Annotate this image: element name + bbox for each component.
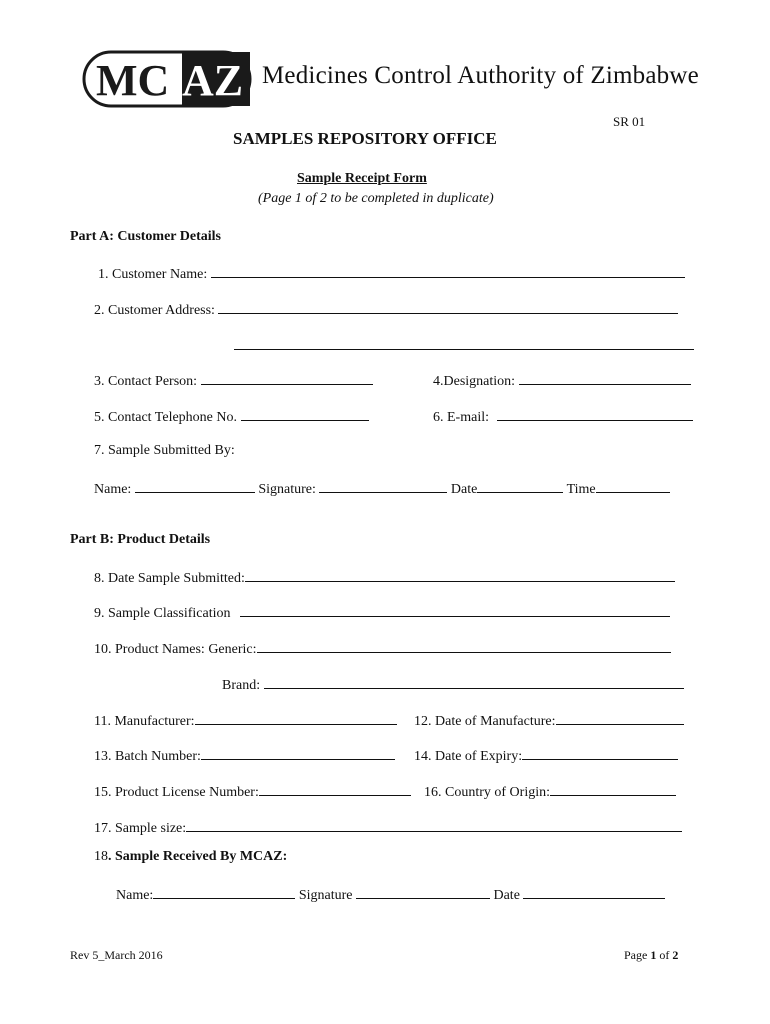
line-date-of-manufacture[interactable] xyxy=(556,711,684,725)
line-contact-telephone[interactable] xyxy=(241,407,369,421)
label-designation: 4.Designation: xyxy=(433,374,516,389)
footer-page-current: 1 xyxy=(650,948,657,962)
line-customer-address-2[interactable] xyxy=(234,336,694,350)
field-submitter-row[interactable] xyxy=(94,479,670,498)
field-product-generic[interactable] xyxy=(94,639,671,658)
form-code: SR 01 xyxy=(613,114,646,129)
label-date-of-manufacture: 12. Date of Manufacture: xyxy=(414,714,556,729)
field-date-sample-submitted[interactable] xyxy=(94,568,675,587)
label-contact-person: 3. Contact Person: xyxy=(94,374,198,389)
field-product-license-number[interactable] xyxy=(94,782,411,801)
line-designation[interactable] xyxy=(519,371,691,385)
label-batch-number: 13. Batch Number: xyxy=(94,749,201,764)
label-submitter-time: Time xyxy=(566,482,596,497)
label-received-by: . Sample Received By MCAZ: xyxy=(108,849,288,864)
label-country-of-origin: 16. Country of Origin: xyxy=(424,785,550,800)
footer-page-of: of xyxy=(656,948,673,962)
mcaz-logo xyxy=(82,50,252,108)
label-submitter-date: Date xyxy=(450,482,478,497)
field-customer-name[interactable] xyxy=(98,264,685,283)
line-manufacturer[interactable] xyxy=(195,711,397,725)
field-date-of-expiry[interactable] xyxy=(414,746,678,765)
label-brand: Brand: xyxy=(222,678,261,693)
field-sample-classification[interactable] xyxy=(94,603,670,622)
footer-page-prefix: Page xyxy=(624,948,651,962)
field-contact-person[interactable] xyxy=(94,371,373,390)
field-email[interactable] xyxy=(433,407,693,426)
line-receiver-signature[interactable] xyxy=(356,885,490,899)
line-batch-number[interactable] xyxy=(201,746,395,760)
line-country-of-origin[interactable] xyxy=(550,782,676,796)
field-date-of-manufacture[interactable] xyxy=(414,711,684,730)
label-receiver-date: Date xyxy=(493,888,520,903)
label-receiver-signature: Signature xyxy=(298,888,353,903)
label-email: 6. E-mail: xyxy=(433,410,489,425)
field-customer-address[interactable] xyxy=(94,300,678,319)
footer-page-number xyxy=(624,948,678,963)
label-received-num: 18 xyxy=(94,849,108,864)
label-manufacturer: 11. Manufacturer: xyxy=(94,714,195,729)
line-product-generic[interactable] xyxy=(257,639,671,653)
label-customer-address: 2. Customer Address: xyxy=(94,303,215,318)
label-sample-received-by xyxy=(94,849,287,865)
label-customer-name: 1. Customer Name: xyxy=(98,267,208,282)
label-product-generic: 10. Product Names: Generic: xyxy=(94,642,257,657)
label-contact-telephone: 5. Contact Telephone No. xyxy=(94,410,238,425)
form-title: Sample Receipt Form xyxy=(297,171,427,186)
footer-revision: Rev 5_March 2016 xyxy=(70,948,163,962)
form-note: (Page 1 of 2 to be completed in duplicate) xyxy=(258,191,494,206)
line-submitter-time[interactable] xyxy=(596,479,670,493)
field-batch-number[interactable] xyxy=(94,746,395,765)
field-receiver-row[interactable] xyxy=(116,885,665,904)
label-date-of-expiry: 14. Date of Expiry: xyxy=(414,749,523,764)
office-title: SAMPLES REPOSITORY OFFICE xyxy=(233,129,497,148)
field-country-of-origin[interactable] xyxy=(424,782,676,801)
line-brand[interactable] xyxy=(264,675,684,689)
field-brand[interactable] xyxy=(222,675,684,694)
field-sample-size[interactable] xyxy=(94,818,682,837)
line-submitter-name[interactable] xyxy=(135,479,255,493)
line-customer-name[interactable] xyxy=(211,264,685,278)
line-product-license-number[interactable] xyxy=(259,782,411,796)
line-date-of-expiry[interactable] xyxy=(522,746,678,760)
line-receiver-name[interactable] xyxy=(153,885,295,899)
part-b-heading: Part B: Product Details xyxy=(70,532,211,547)
label-sample-submitted-by: 7. Sample Submitted By: xyxy=(94,443,235,458)
field-manufacturer[interactable] xyxy=(94,711,397,730)
line-submitter-signature[interactable] xyxy=(319,479,447,493)
footer-page-total: 2 xyxy=(672,948,679,962)
field-designation[interactable] xyxy=(433,371,691,390)
label-receiver-name: Name: xyxy=(116,888,154,903)
logo-text-left: MC xyxy=(96,56,170,105)
field-customer-address-2[interactable] xyxy=(234,336,694,355)
label-date-sample-submitted: 8. Date Sample Submitted: xyxy=(94,571,245,586)
line-sample-size[interactable] xyxy=(186,818,682,832)
line-sample-classification[interactable] xyxy=(240,603,670,617)
label-sample-classification: 9. Sample Classification xyxy=(94,606,231,621)
line-date-sample-submitted[interactable] xyxy=(245,568,675,582)
part-a-heading: Part A: Customer Details xyxy=(70,229,221,244)
line-customer-address-1[interactable] xyxy=(218,300,678,314)
line-email[interactable] xyxy=(497,407,693,421)
label-submitter-signature: Signature: xyxy=(258,482,316,497)
line-receiver-date[interactable] xyxy=(523,885,665,899)
logo-text-right: AZ xyxy=(182,56,244,105)
label-sample-size: 17. Sample size: xyxy=(94,821,187,836)
label-product-license-number: 15. Product License Number: xyxy=(94,785,259,800)
label-submitter-name: Name: xyxy=(94,482,132,497)
line-submitter-date[interactable] xyxy=(477,479,563,493)
field-contact-telephone[interactable] xyxy=(94,407,369,426)
line-contact-person[interactable] xyxy=(201,371,373,385)
org-name: Medicines Control Authority of Zimbabwe xyxy=(262,62,699,89)
